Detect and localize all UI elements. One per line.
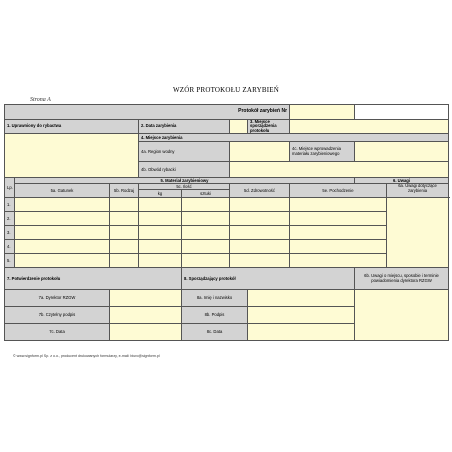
origin-cell[interactable]	[290, 198, 387, 212]
section-2-header: 2. Data zarybienia	[139, 120, 230, 134]
type-cell[interactable]	[110, 240, 139, 254]
legible-signature-field[interactable]	[110, 307, 182, 324]
preparation-date-label: 8c. Data	[182, 324, 248, 341]
species-header: 5a. Gatunek	[15, 184, 110, 198]
kg-cell[interactable]	[139, 212, 182, 226]
section-7-header: 7. Potwierdzenie protokołu	[5, 268, 182, 290]
kg-header: kg	[139, 190, 182, 198]
origin-cell[interactable]	[290, 254, 387, 268]
section-6-header: 6. Uwagi	[355, 178, 449, 184]
pieces-cell[interactable]	[182, 198, 230, 212]
fishing-district-label: 4b. Obwód rybacki	[139, 162, 230, 178]
notification-remarks-field[interactable]	[355, 290, 449, 341]
pieces-cell[interactable]	[182, 226, 230, 240]
section-4-header: 4. Miejsce zarybienia	[139, 134, 449, 142]
protocol-number-field[interactable]	[290, 105, 355, 120]
health-cell[interactable]	[230, 226, 290, 240]
origin-cell[interactable]	[290, 226, 387, 240]
blank-cell	[355, 105, 449, 120]
protocol-place-field[interactable]	[290, 120, 449, 134]
fishing-date-field[interactable]	[230, 120, 248, 134]
water-region-label: 4a. Region wodny	[139, 142, 230, 162]
row-number: 3.	[5, 226, 15, 240]
name-surname-field[interactable]	[248, 290, 355, 307]
type-header: 5b. Rodzaj	[110, 184, 139, 198]
health-header: 5d. Zdrowotność	[230, 184, 290, 198]
health-cell[interactable]	[230, 254, 290, 268]
origin-cell[interactable]	[290, 240, 387, 254]
form-title: WZÓR PROTOKOŁU ZARYBIEŃ	[173, 86, 279, 94]
rzgw-director-field[interactable]	[110, 290, 182, 307]
type-cell[interactable]	[110, 212, 139, 226]
species-cell[interactable]	[15, 254, 110, 268]
type-cell[interactable]	[110, 226, 139, 240]
fishing-rights-holder-field[interactable]	[5, 134, 139, 178]
rzgw-director-label: 7a. Dyrektor RZGW	[5, 290, 110, 307]
health-cell[interactable]	[230, 212, 290, 226]
protocol-number-label: Protokół zarybień Nr	[5, 105, 290, 120]
quantity-header: 5c. Ilość	[139, 184, 230, 190]
fishing-district-field[interactable]	[230, 162, 449, 178]
row-number: 2.	[5, 212, 15, 226]
kg-cell[interactable]	[139, 240, 182, 254]
lp-header: Lp.	[5, 178, 15, 198]
origin-header: 5e. Pochodzenie	[290, 184, 387, 198]
species-cell[interactable]	[15, 240, 110, 254]
confirmation-date-label: 7c. Data	[5, 324, 110, 341]
water-region-field[interactable]	[230, 142, 290, 162]
notification-remarks-header: 6b. Uwagi o miejscu, sposobie i terminie powiadomienia dyrektora RZGW	[355, 268, 449, 290]
row-number: 5.	[5, 254, 15, 268]
origin-cell[interactable]	[290, 212, 387, 226]
kg-cell[interactable]	[139, 254, 182, 268]
pieces-cell[interactable]	[182, 240, 230, 254]
species-cell[interactable]	[15, 212, 110, 226]
footer-copyright: © www.signform.pl Sp. z o.o., producent drukowanych formularzy, e-mail: biuro@signform.pl	[13, 354, 160, 358]
confirmation-date-field[interactable]	[110, 324, 182, 341]
type-cell[interactable]	[110, 254, 139, 268]
row-number: 1.	[5, 198, 15, 212]
pieces-cell[interactable]	[182, 212, 230, 226]
signature-label: 8b. Podpis	[182, 307, 248, 324]
pieces-header: sztuki	[182, 190, 230, 198]
row-number: 4.	[5, 240, 15, 254]
signature-field[interactable]	[248, 307, 355, 324]
section-3-header: 3. Miejsce sporządzenia protokołu	[248, 120, 290, 134]
name-surname-label: 8a. Imię i nazwisko	[182, 290, 248, 307]
legible-signature-label: 7b. Czytelny podpis	[5, 307, 110, 324]
species-cell[interactable]	[15, 226, 110, 240]
species-cell[interactable]	[15, 198, 110, 212]
pieces-cell[interactable]	[182, 254, 230, 268]
stocking-place-label: 4c. Miejsce wprowadzenia materiału zarybieniowego	[290, 142, 355, 162]
page-side-label: Strona A	[30, 97, 51, 103]
stocking-remarks-header: 6a. Uwagi dotyczące zarybienia	[387, 184, 449, 198]
section-8-header: 8. Sporządzający protokół	[182, 268, 355, 290]
kg-cell[interactable]	[139, 226, 182, 240]
section-5-header: 5. Materiał zarybieniowy	[15, 178, 355, 184]
section-1-header: 1. Uprawniony do rybactwa	[5, 120, 139, 134]
stocking-place-field[interactable]	[355, 142, 449, 162]
stocking-remarks-field[interactable]	[387, 198, 449, 268]
kg-cell[interactable]	[139, 198, 182, 212]
type-cell[interactable]	[110, 198, 139, 212]
health-cell[interactable]	[230, 240, 290, 254]
preparation-date-field[interactable]	[248, 324, 355, 341]
protocol-form	[4, 104, 449, 341]
health-cell[interactable]	[230, 198, 290, 212]
